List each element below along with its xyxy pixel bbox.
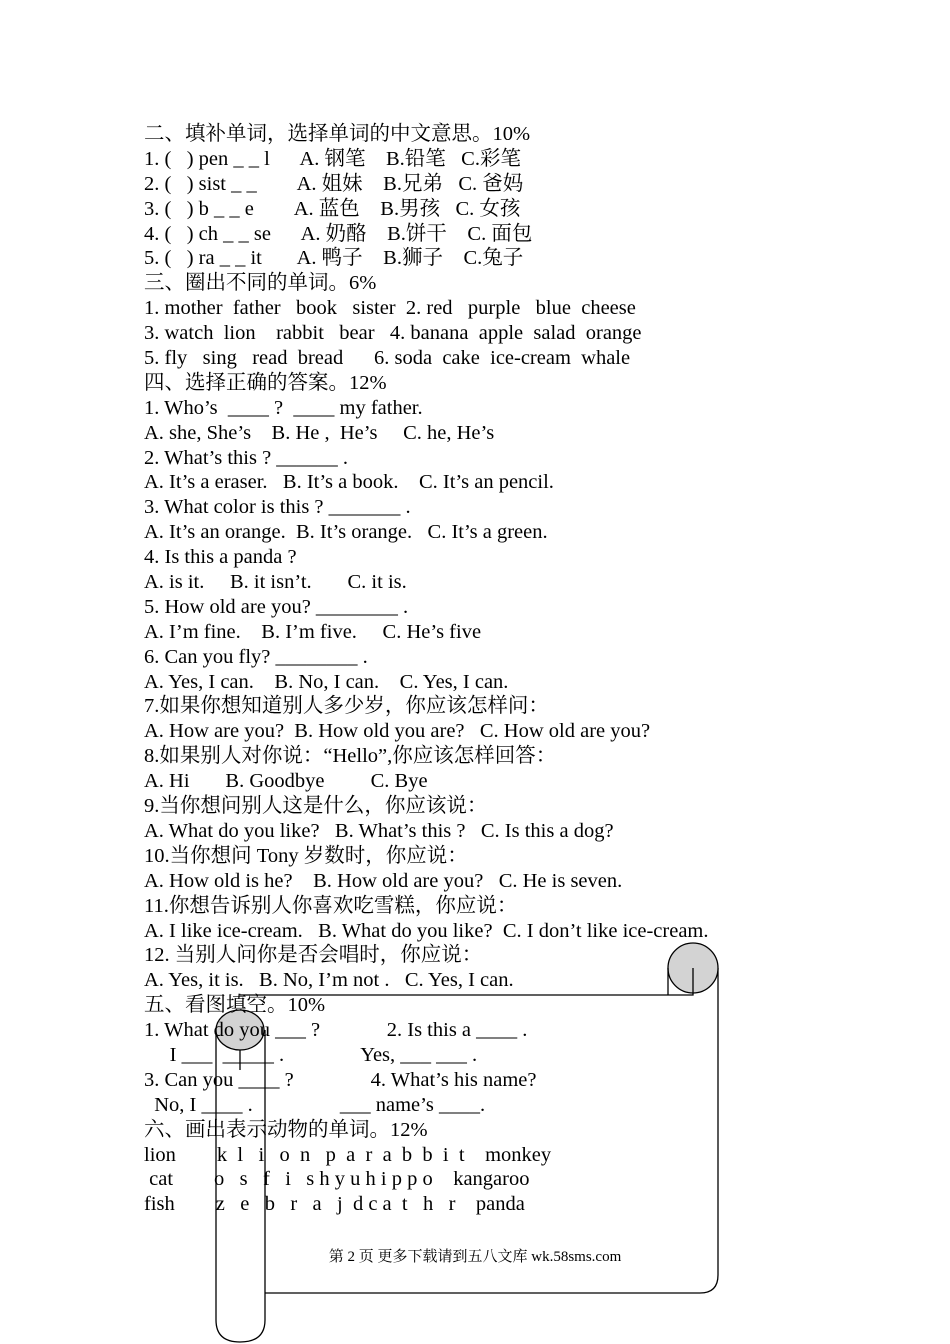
question-line: 10.当你想问 Tony 岁数时，你应说： bbox=[144, 844, 468, 867]
answer-options: A. Yes, I can. B. No, I can. C. Yes, I can. bbox=[144, 670, 509, 693]
word-search-row: lion k l i o n p a r a b b i t monkey bbox=[144, 1143, 552, 1166]
question-line: 3. watch lion rabbit bear 4. banana apple salad orange bbox=[144, 322, 642, 345]
question-line: 5. How old are you? ________ . bbox=[144, 595, 409, 618]
question-line: 1. Who’s ____ ? ____ my father. bbox=[144, 396, 423, 419]
question-line: 3. Can you ____ ? 4. What’s his name? bbox=[144, 1068, 537, 1091]
question-line: 1. mother father book sister 2. red purple blue cheese bbox=[144, 297, 636, 320]
question-line: 1. What do you ___ ? 2. Is this a ____ . bbox=[144, 1019, 528, 1042]
answer-options: A. It’s an orange. B. It’s orange. C. It’s a green. bbox=[144, 521, 548, 544]
answer-options: A. It’s a eraser. B. It’s a book. C. It’s an pencil. bbox=[144, 471, 554, 494]
question-line: 2. ( ) sist _ _ A. 姐妹 B.兄弟 C. 爸妈 bbox=[144, 172, 524, 195]
answer-options: A. Hi B. Goodbye C. Bye bbox=[144, 770, 428, 793]
section-heading-4: 四、选择正确的答案。12% bbox=[144, 371, 387, 394]
question-line: I ___ _____ . Yes, ___ ___ . bbox=[144, 1043, 478, 1066]
word-search-row: cat o s f i s h y u h i p p o kangaroo bbox=[144, 1168, 530, 1191]
question-line: 6. Can you fly? ________ . bbox=[144, 645, 368, 668]
answer-options: A. she, She’s B. He , He’s C. he, He’s bbox=[144, 421, 495, 444]
word-search-row: fish z e b r a j d c a t h r panda bbox=[144, 1193, 525, 1216]
answer-options: A. I like ice-cream. B. What do you like? C. I don’t like ice-cream. bbox=[144, 919, 709, 942]
question-line: 2. What’s this ? ______ . bbox=[144, 446, 349, 469]
answer-options: A. Yes, it is. B. No, I’m not . C. Yes, I can. bbox=[144, 969, 514, 992]
question-line: 5. ( ) ra _ _ it A. 鸭子 B.狮子 C.兔子 bbox=[144, 247, 524, 270]
section-heading-5: 五、看图填空。10% bbox=[144, 994, 326, 1017]
answer-options: A. is it. B. it isn’t. C. it is. bbox=[144, 571, 407, 594]
question-line: 8.如果别人对你说：“Hello”,你应该怎样回答： bbox=[144, 745, 557, 768]
answer-options: A. What do you like? B. What’s this ? C. Is this a dog? bbox=[144, 819, 614, 842]
question-line: 7.如果你想知道别人多少岁，你应该怎样问： bbox=[144, 695, 549, 718]
question-line: 9.当你想问别人这是什么，你应该说： bbox=[144, 795, 488, 818]
question-line: 4. Is this a panda ? bbox=[144, 546, 297, 569]
question-line: 1. ( ) pen _ _ l A. 钢笔 B.铅笔 C.彩笔 bbox=[144, 147, 521, 170]
section-heading-6: 六、画出表示动物的单词。12% bbox=[144, 1118, 428, 1141]
page-footer: 第 2 页 更多下载请到五八文库 wk.58sms.com bbox=[328, 1249, 622, 1265]
question-line: 12. 当别人问你是否会唱时，你应说： bbox=[144, 944, 483, 967]
answer-options: A. I’m fine. B. I’m five. C. He’s five bbox=[144, 620, 482, 643]
question-line: 5. fly sing read bread 6. soda cake ice-cream whale bbox=[144, 347, 631, 370]
question-line: 3. What color is this ? _______ . bbox=[144, 496, 411, 519]
section-heading-2: 二、填补单词，选择单词的中文意思。10% bbox=[144, 123, 531, 145]
worksheet-content bbox=[144, 122, 844, 1217]
question-line: No, I ____ . ___ name’s ____. bbox=[144, 1093, 486, 1116]
section-heading-3: 三、圈出不同的单词。6% bbox=[144, 272, 377, 295]
question-line: 3. ( ) b _ _ e A. 蓝色 B.男孩 C. 女孩 bbox=[144, 197, 521, 220]
answer-options: A. How are you? B. How old you are? C. How old are you? bbox=[144, 720, 651, 743]
question-line: 4. ( ) ch _ _ se A. 奶酪 B.饼干 C. 面包 bbox=[144, 222, 533, 245]
answer-options: A. How old is he? B. How old are you? C. He is seven. bbox=[144, 869, 623, 892]
question-line: 11.你想告诉别人你喜欢吃雪糕，你应说： bbox=[144, 894, 518, 917]
